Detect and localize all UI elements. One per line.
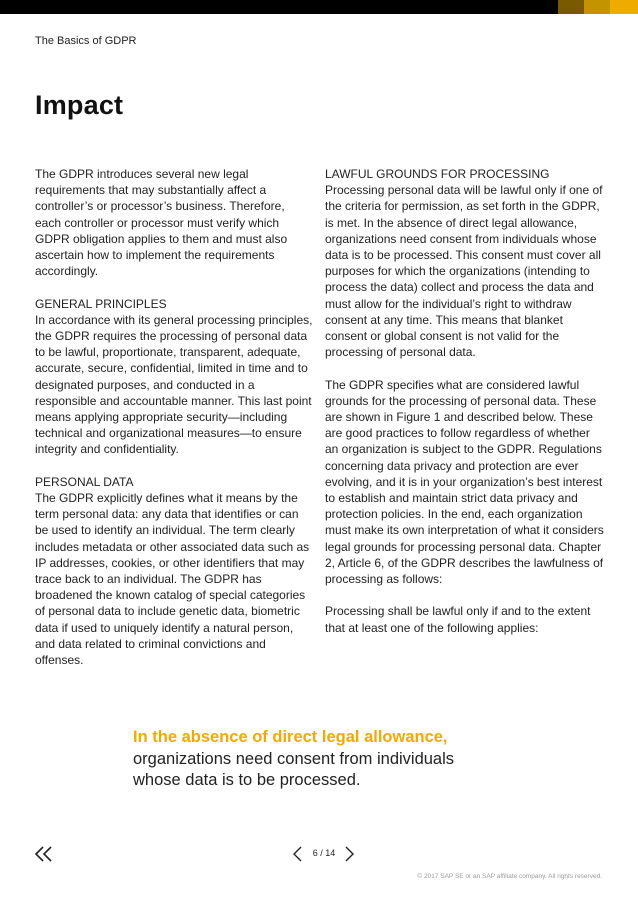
chevron-left-icon xyxy=(292,846,304,862)
top-bar-block-gold xyxy=(610,0,638,14)
pull-quote-text: organizations need consent from individuals whose data is to be processed. xyxy=(133,749,455,789)
double-chevron-left-icon xyxy=(33,846,55,862)
chevron-right-icon xyxy=(343,846,355,862)
right-column xyxy=(325,166,605,636)
general-principles-heading: GENERAL PRINCIPLES xyxy=(35,296,167,311)
lawful-grounds-heading: LAWFUL GROUNDS FOR PROCESSING xyxy=(325,167,550,181)
page-title: Impact xyxy=(35,90,124,120)
running-title: The Basics of GDPR xyxy=(35,35,137,47)
left-column xyxy=(35,166,313,668)
next-page-button[interactable] xyxy=(343,846,355,862)
copyright-notice: © 2017 SAP SE or an SAP affiliate company. All rights reserved. xyxy=(417,873,602,880)
lawful-grounds-body: Processing personal data will be lawful only if one of the criteria for permission, as set forth in the GDPR, is met. In the absence of direct legal allowance, organizations need consent from individuals whose data is to be processed. This consent must cover all purposes for which the organizations (intending to process the data) collect and process the data and must allow for the individual’s right to withdraw consent at any time. This means that blanket consent or global consent is not valid for the processing of personal data. xyxy=(325,183,603,360)
pull-quote-accent: In the absence of direct legal allowance, xyxy=(133,728,448,746)
top-bar xyxy=(0,0,638,14)
previous-page-button[interactable] xyxy=(292,846,304,862)
top-bar-block-dark xyxy=(558,0,584,14)
first-page-button[interactable] xyxy=(33,846,55,862)
top-bar-block-mid xyxy=(584,0,610,14)
intro-paragraph: The GDPR introduces several new legal requirements that may substantially affect a controller’s or processor’s business. Therefore, each controller or processor must verify which GDPR obligation applies to them and must also ascertain how to implement the requirements accordingly. xyxy=(35,167,288,279)
page-indicator: 6 / 14 xyxy=(312,848,336,858)
lawful-grounds-paragraph-2: The GDPR specifies what are considered lawful grounds for the processing of personal data. These are shown in Figure 1 and described below. These are good practices to follow regardless of whether an organization is subject to the GDPR. Regulations concerning data privacy and protection are ever evolving, and it is in your organization’s best interest to establish and maintain strict data privacy and protection policies. In the end, each organization must make its own interpretation of what it considers legal grounds for processing personal data. Chapter 2, Article 6, of the GDPR describes the lawfulness of processing as follows: xyxy=(325,377,604,587)
personal-data-body: The GDPR explicitly defines what it means by the term personal data: any data that identifies or can be used to identify an individual. The term clearly includes metadata or other associated data such as IP addresses, cookies, or other identifiers that may trace back to an individual. The GDPR has broadened the known catalog of special categories of personal data to include genetic data, biometric data if used to uniquely identify a natural person, and data related to criminal convictions and offenses. xyxy=(35,491,310,668)
general-principles-body: In accordance with its general processing principles, the GDPR requires the processing of personal data to be lawful, proportionate, transparent, adequate, accurate, secure, confidential, limited in time and to designated purposes, and conducted in a responsible and accountable manner. This last point means applying appropriate security—including technical and organizational measures—to ensure integrity and confidentiality. xyxy=(35,312,313,457)
personal-data-heading: PERSONAL DATA xyxy=(35,474,134,489)
lawful-grounds-paragraph-3: Processing shall be lawful only if and to the extent that at least one of the following applies: xyxy=(325,604,591,635)
pull-quote xyxy=(133,727,493,792)
